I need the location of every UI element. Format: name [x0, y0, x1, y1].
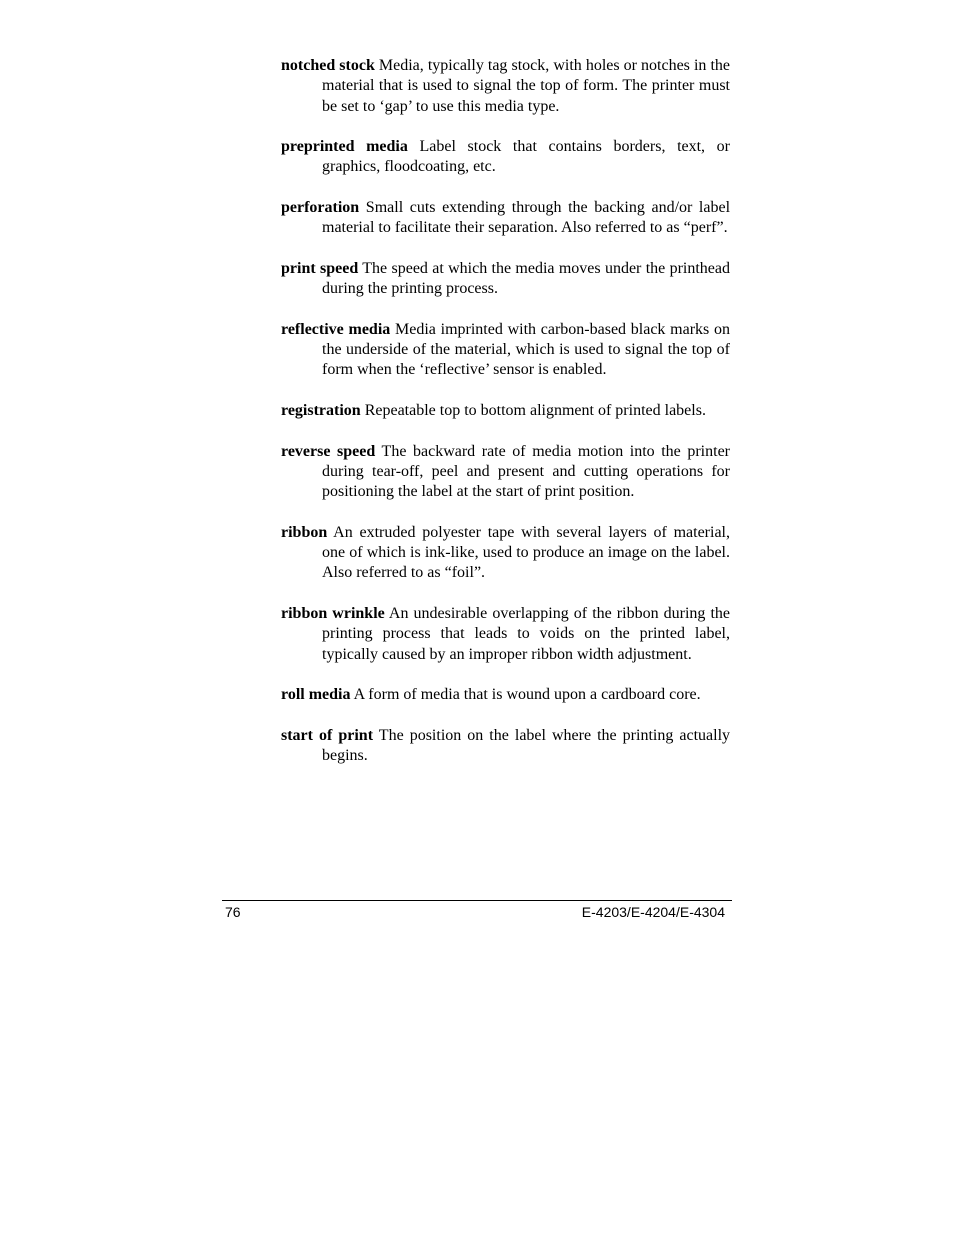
glossary-term: print speed	[281, 259, 359, 277]
glossary-entry	[281, 604, 730, 665]
glossary-definition: An extruded polyester tape with several layers of material, one of which is ink-like, used to produce an image on the label. Also referred to as “foil”.	[322, 523, 730, 582]
footer-divider	[222, 900, 732, 901]
glossary-term: ribbon	[281, 523, 328, 541]
glossary-term: start of print	[281, 726, 374, 744]
glossary-definition: The speed at which the media moves under the printhead during the printing process.	[322, 259, 730, 298]
glossary-entry	[281, 137, 730, 178]
glossary-term: roll media	[281, 686, 351, 704]
glossary-list	[281, 56, 730, 787]
glossary-term: ribbon wrinkle	[281, 605, 385, 623]
glossary-entry	[281, 56, 730, 117]
glossary-definition: Small cuts extending through the backing and/or label material to facilitate their separation. Also referred to as “perf”.	[322, 199, 731, 237]
glossary-definition: The backward rate of media motion into the printer during tear-off, peel and present and cutting operations for positioning the label at the start of print position.	[322, 442, 731, 501]
glossary-term: reflective media	[281, 320, 391, 338]
glossary-term: notched stock	[281, 57, 375, 74]
glossary-term: reverse speed	[281, 442, 376, 460]
glossary-entry	[281, 401, 730, 421]
glossary-definition: An undesirable overlapping of the ribbon during the printing process that leads to voids on the printed label, typically caused by an improper ribbon width adjustment.	[322, 605, 730, 663]
glossary-entry	[281, 320, 730, 381]
glossary-definition: Media, typically tag stock, with holes or notches in the material that is used to signal the top of form. The printer must be set to ‘gap’ to use this media type.	[322, 57, 731, 115]
glossary-entry	[281, 523, 730, 584]
glossary-term: perforation	[281, 199, 360, 217]
glossary-definition: A form of media that is wound upon a cardboard core.	[353, 686, 701, 704]
glossary-entry	[281, 198, 730, 239]
glossary-definition: Label stock that contains borders, text, or graphics, floodcoating, etc.	[322, 138, 731, 176]
glossary-term: registration	[281, 402, 361, 420]
footer-model-number: E-4203/E-4204/E-4304	[581, 904, 725, 920]
glossary-term: preprinted media	[281, 138, 408, 156]
glossary-definition: The position on the label where the printing actually begins.	[322, 726, 731, 765]
glossary-entry	[281, 726, 730, 767]
page-number: 76	[225, 904, 241, 920]
glossary-entry	[281, 685, 730, 705]
glossary-definition: Media imprinted with carbon-based black marks on the underside of the material, which is used to signal the top of form when the ‘reflective’ sensor is enabled.	[322, 320, 730, 379]
glossary-definition: Repeatable top to bottom alignment of printed labels.	[364, 402, 706, 420]
glossary-entry	[281, 442, 730, 503]
glossary-entry	[281, 259, 730, 300]
